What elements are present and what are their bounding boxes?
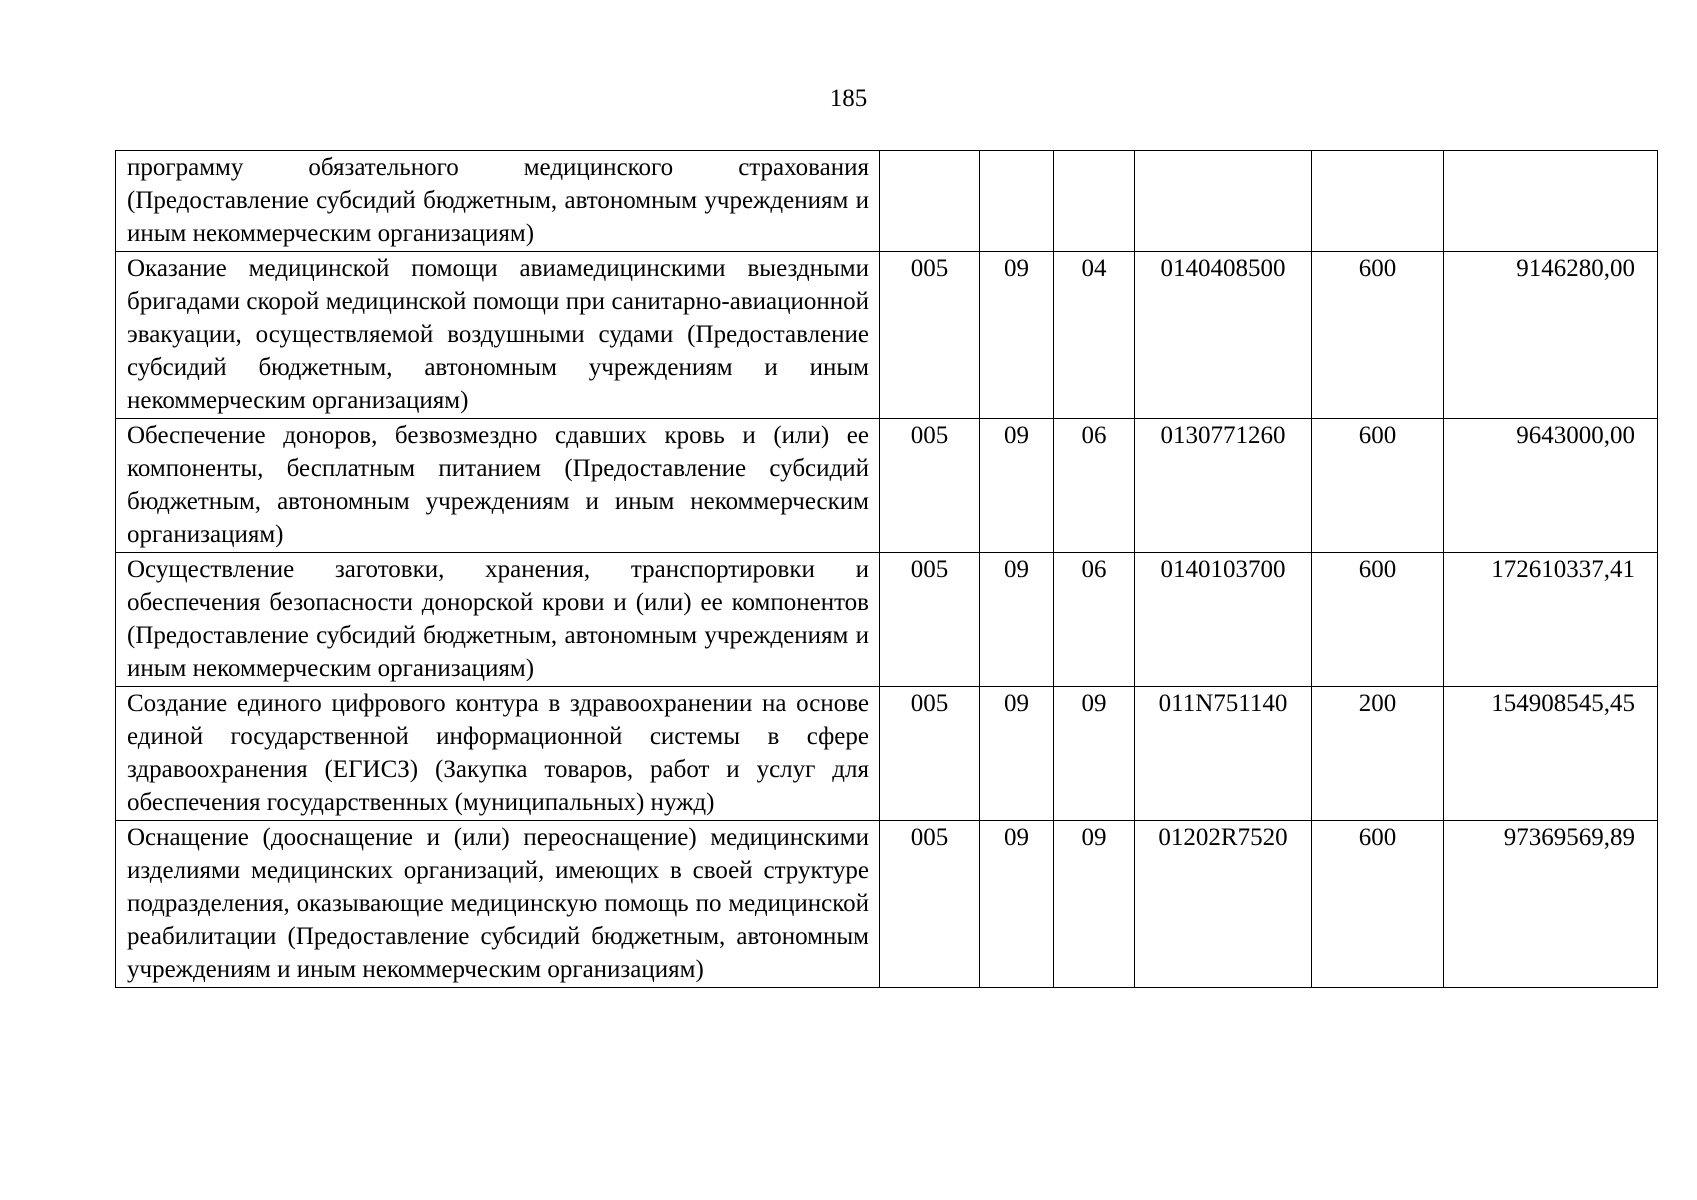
row-description: Создание единого цифрового контура в здравоохранении на основе единой государственной информационной системы в сфере здравоохранения (ЕГИСЗ) (Закупка товаров, работ и услуг для обеспечения государственных (муниципальных) нужд) <box>127 690 869 816</box>
row-subsection-cell <box>1054 821 1135 988</box>
row-grbs: 005 <box>910 255 949 282</box>
row-description-cell <box>116 687 880 821</box>
row-expense-type-cell <box>1312 821 1444 988</box>
row-description: Оказание медицинской помощи авиамедицинскими выездными бригадами скорой медицинской помощи при санитарно-авиационной эвакуации, осуществляемой воздушными судами (Предоставление субсидий бюджетным, автономным учреждениям и иным некоммерческим организациям) <box>127 255 869 414</box>
row-grbs: 005 <box>910 422 949 449</box>
row-target-cell <box>1135 252 1312 419</box>
row-grbs-cell <box>880 419 980 553</box>
table-row <box>116 252 1658 419</box>
row-section: 09 <box>1004 690 1029 717</box>
row-target-cell <box>1135 419 1312 553</box>
row-subsection-cell <box>1054 252 1135 419</box>
row-amount: 97369569,89 <box>1503 824 1635 851</box>
row-section-cell <box>980 687 1054 821</box>
row-amount-cell <box>1444 419 1658 553</box>
row-expense-type: 600 <box>1358 824 1397 851</box>
row-target: 0140408500 <box>1160 255 1286 282</box>
row-expense-type-cell <box>1312 252 1444 419</box>
row-description: Оснащение (дооснащение и (или) переоснащение) медицинскими изделиями медицинских организаций, имеющих в своей структуре подразделения, оказывающие медицинскую помощь по медицинской реабилитации (Предоставление субсидий бюджетным, автономным учреждениям и иным некоммерческим организациям) <box>127 824 869 983</box>
row-subsection-cell <box>1054 687 1135 821</box>
row-expense-type-cell <box>1312 687 1444 821</box>
row-target-cell <box>1135 151 1312 252</box>
row-section-cell <box>980 151 1054 252</box>
row-amount: 9643000,00 <box>1516 422 1635 449</box>
row-grbs-cell <box>880 687 980 821</box>
row-expense-type: 600 <box>1358 422 1397 449</box>
table-row <box>116 151 1658 252</box>
row-grbs-cell <box>880 821 980 988</box>
table-row <box>116 821 1658 988</box>
row-grbs-cell <box>880 252 980 419</box>
row-section-cell <box>980 252 1054 419</box>
row-grbs: 005 <box>910 690 949 717</box>
row-description-cell <box>116 821 880 988</box>
row-description-cell <box>116 151 880 252</box>
row-subsection: 04 <box>1081 255 1107 282</box>
row-description-cell <box>116 419 880 553</box>
row-amount: 172610337,41 <box>1491 556 1635 583</box>
row-expense-type: 600 <box>1358 255 1397 282</box>
row-subsection: 06 <box>1081 422 1107 449</box>
row-section: 09 <box>1004 556 1029 583</box>
row-amount-cell <box>1444 553 1658 687</box>
row-section-cell <box>980 553 1054 687</box>
budget-table <box>115 150 1658 988</box>
row-expense-type: 200 <box>1358 690 1397 717</box>
row-expense-type: 600 <box>1358 556 1397 583</box>
table-row <box>116 419 1658 553</box>
row-expense-type-cell <box>1312 553 1444 687</box>
row-amount-cell <box>1444 151 1658 252</box>
table-row <box>116 687 1658 821</box>
row-subsection: 09 <box>1081 690 1107 717</box>
row-target-cell <box>1135 821 1312 988</box>
row-subsection-cell <box>1054 419 1135 553</box>
row-description-cell <box>116 252 880 419</box>
row-target: 0130771260 <box>1160 422 1286 449</box>
row-amount: 154908545,45 <box>1491 690 1635 717</box>
row-subsection: 09 <box>1081 824 1107 851</box>
row-grbs-cell <box>880 151 980 252</box>
row-amount-cell <box>1444 821 1658 988</box>
row-target: 0140103700 <box>1160 556 1286 583</box>
row-description-cell <box>116 553 880 687</box>
row-expense-type-cell <box>1312 151 1444 252</box>
row-target-cell <box>1135 553 1312 687</box>
row-section: 09 <box>1004 824 1029 851</box>
row-description: Обеспечение доноров, безвозмездно сдавших кровь и (или) ее компоненты, бесплатным питанием (Предоставление субсидий бюджетным, автономным учреждениям и иным некоммерческим организациям) <box>127 422 869 548</box>
row-amount-cell <box>1444 687 1658 821</box>
row-section: 09 <box>1004 255 1029 282</box>
row-grbs-cell <box>880 553 980 687</box>
row-target: 011N751140 <box>1158 690 1288 717</box>
row-amount: 9146280,00 <box>1516 255 1635 282</box>
row-description: программу обязательного медицинского страхования (Предоставление субсидий бюджетным, автономным учреждениям и иным некоммерческим организациям) <box>127 154 869 247</box>
row-subsection-cell <box>1054 553 1135 687</box>
row-grbs: 005 <box>910 556 949 583</box>
row-grbs: 005 <box>910 824 949 851</box>
table-row <box>116 553 1658 687</box>
row-subsection-cell <box>1054 151 1135 252</box>
row-section-cell <box>980 419 1054 553</box>
budget-table-body <box>116 151 1658 988</box>
row-expense-type-cell <box>1312 419 1444 553</box>
row-section-cell <box>980 821 1054 988</box>
row-amount-cell <box>1444 252 1658 419</box>
row-target-cell <box>1135 687 1312 821</box>
row-subsection: 06 <box>1081 556 1107 583</box>
row-description: Осуществление заготовки, хранения, транспортировки и обеспечения безопасности донорской крови и (или) ее компонентов (Предоставление субсидий бюджетным, автономным учреждениям и иным некоммерческим организациям) <box>127 556 869 682</box>
row-target: 01202R7520 <box>1158 824 1288 851</box>
page-number: 185 <box>829 85 868 112</box>
row-section: 09 <box>1004 422 1029 449</box>
